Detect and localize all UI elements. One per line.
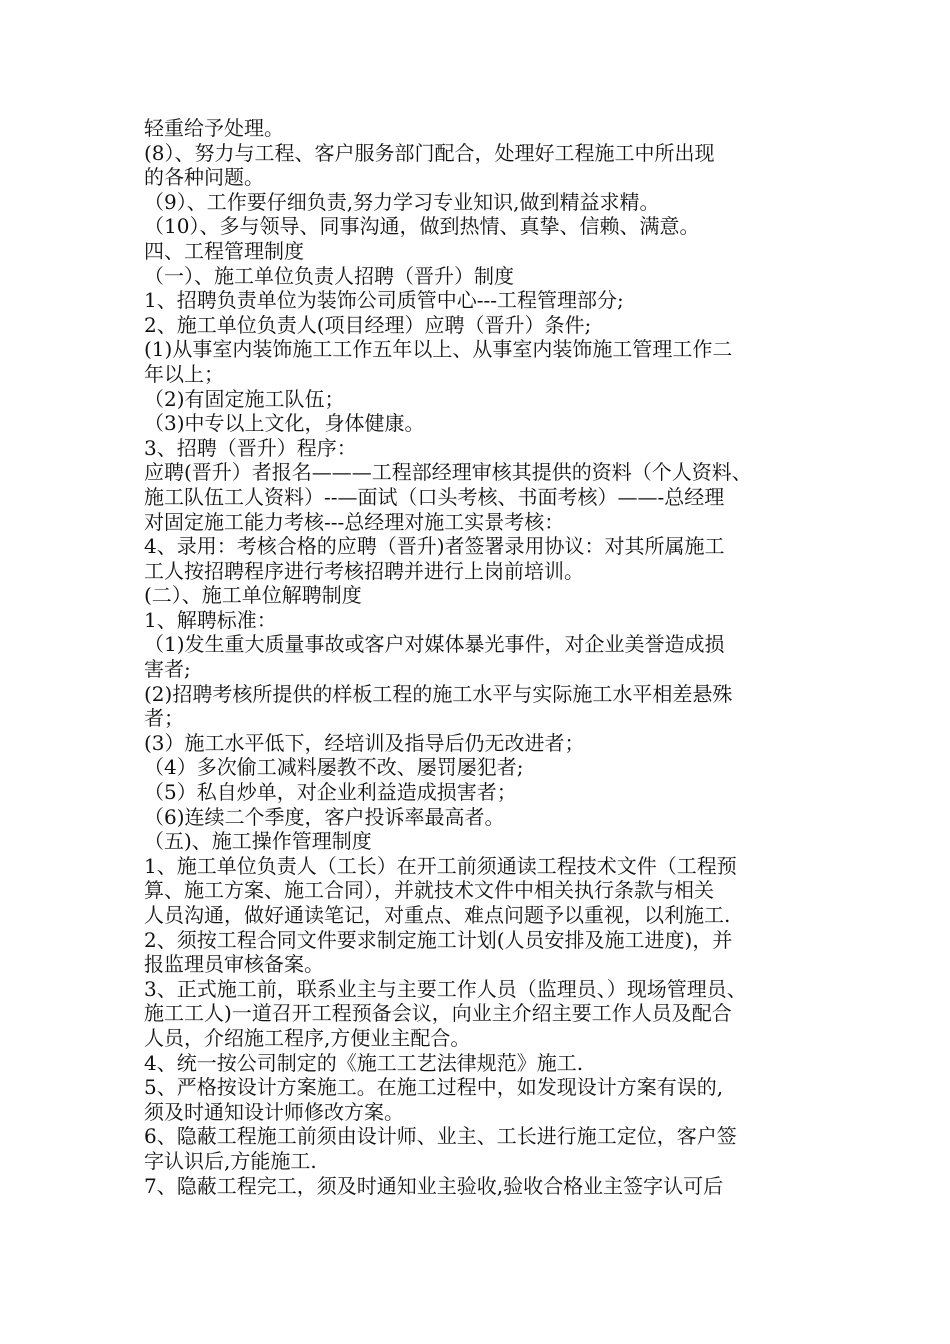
subsection-heading: (二）、施工单位解聘制度	[144, 583, 362, 608]
text-line: 者；	[144, 706, 184, 731]
text-line: 报监理员审核备案。	[144, 952, 324, 977]
text-line: （6)连续二个季度，客户投诉率最高者。	[144, 804, 505, 829]
text-line: 2、施工单位负责人(项目经理）应聘（晋升）条件;	[144, 312, 592, 337]
text-line: （4）多次偷工减料屡教不改、屡罚屡犯者;	[144, 755, 524, 780]
text-line: 对固定施工能力考核---总经理对施工实景考核：	[144, 509, 565, 534]
text-line: （5）私自炒单，对企业利益造成损害者；	[144, 780, 517, 805]
text-line: 6、隐蔽工程施工前须由设计师、业主、工长进行施工定位，客户签	[144, 1124, 737, 1149]
text-line: （2)有固定施工队伍；	[144, 386, 345, 411]
text-line: 1、解聘标准：	[144, 607, 277, 632]
text-line: （9）、工作要仔细负责,努力学习专业知识,做到精益求精。	[144, 189, 660, 214]
text-line: （10）、多与领导、同事沟通，做到热情、真挚、信赖、满意。	[144, 214, 700, 239]
text-line: 的各种问题。	[144, 165, 264, 190]
text-line: 算、施工方案、施工合同），并就技术文件中相关执行条款与相关	[144, 878, 714, 903]
text-line: 1、施工单位负责人（工长）在开工前须通读工程技术文件（工程预	[144, 853, 737, 878]
text-line: 施工工人)一道召开工程预备会议，向业主介绍主要工作人员及配合	[144, 1001, 732, 1026]
document-body	[144, 116, 812, 1198]
text-line: 2、须按工程合同文件要求制定施工计划(人员安排及施工进度)，并	[144, 927, 733, 952]
text-line: 年以上；	[144, 361, 224, 386]
section-heading: 四、工程管理制度	[144, 238, 304, 263]
text-line: (8）、努力与工程、客户服务部门配合，处理好工程施工中所出现	[144, 140, 715, 165]
text-line: 人员，介绍施工程序,方便业主配合。	[144, 1025, 471, 1050]
text-line: （1)发生重大质量事故或客户对媒体暴光事件，对企业美誉造成损	[144, 632, 725, 657]
text-line: 人员沟通，做好通读笔记，对重点、难点问题予以重视，以利施工.	[144, 903, 731, 927]
subsection-heading: （五)、施工操作管理制度	[144, 829, 372, 854]
text-line: （3)中专以上文化，身体健康。	[144, 411, 425, 436]
subsection-heading: （一）、施工单位负责人招聘（晋升）制度	[144, 263, 514, 288]
text-line: 4、统一按公司制定的《施工工艺法律规范》施工.	[144, 1050, 584, 1075]
text-line: 字认识后,方能施工.	[144, 1148, 317, 1173]
text-line: 3、正式施工前，联系业主与主要工作人员（监理员、）现场管理员、	[144, 976, 747, 1001]
text-line: 施工队伍工人资料）--—面试（口头考核、书面考核）——-总经理	[144, 484, 725, 509]
text-line: (1)从事室内装饰施工工作五年以上、从事室内装饰施工管理工作二	[144, 337, 733, 362]
text-line: 7、隐蔽工程完工，须及时通知业主验收,验收合格业主签字认可后	[144, 1173, 724, 1198]
text-line: 工人按招聘程序进行考核招聘并进行上岗前培训。	[144, 558, 584, 583]
text-line: 应聘(晋升）者报名———工程部经理审核其提供的资料（个人资料、	[144, 460, 752, 485]
text-line: 1、招聘负责单位为装饰公司质管中心---工程管理部分;	[144, 288, 624, 313]
text-line: (3）施工水平低下，经培训及指导后仍无改进者；	[144, 730, 585, 755]
text-line: 轻重给予处理。	[144, 116, 284, 140]
text-line: 3、招聘（晋升）程序：	[144, 435, 357, 460]
text-line: 4、录用：考核合格的应聘（晋升)者签署录用协议：对其所属施工	[144, 534, 725, 559]
text-line: 害者;	[144, 657, 191, 682]
text-line: (2)招聘考核所提供的样板工程的施工水平与实际施工水平相差悬殊	[144, 681, 733, 706]
text-line: 须及时通知设计师修改方案。	[144, 1099, 404, 1124]
text-line: 5、严格按设计方案施工。在施工过程中，如发现设计方案有误的,	[144, 1075, 724, 1100]
